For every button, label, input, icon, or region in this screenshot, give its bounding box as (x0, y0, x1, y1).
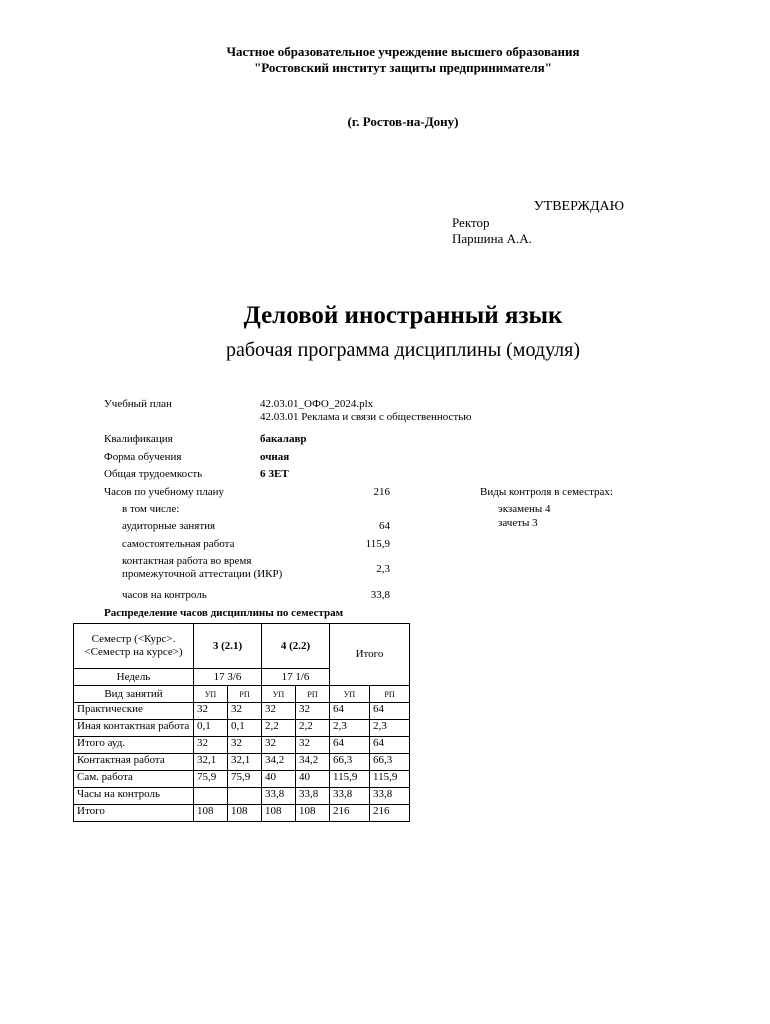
contact-label-1: контактная работа во время (122, 555, 252, 567)
table-row (74, 703, 410, 720)
exams-semesters: экзамены 4 (498, 503, 551, 515)
control-hours-value: 33,8 (370, 589, 390, 601)
discipline-subtitle: рабочая программа дисциплины (модуля) (225, 339, 581, 361)
cell: 40 (262, 771, 296, 788)
kind-label: Вид занятий (74, 686, 194, 703)
approval-name: Паршина А.А. (452, 231, 532, 246)
plan-file: 42.03.01_ОФО_2024.plx (260, 398, 374, 410)
form-value: очная (260, 451, 290, 463)
semester-header: Семестр (<Курс>.<Семестр на курсе>) (74, 624, 194, 669)
cell: 32 (228, 703, 262, 720)
table-row (74, 771, 410, 788)
cell: 75,9 (228, 771, 262, 788)
distribution-title: Распределение часов дисциплины по семестрам (104, 607, 344, 619)
hours-label: Часов по учебному плану (104, 486, 225, 498)
cell: 32 (194, 737, 228, 754)
credits-semesters: зачеты 3 (498, 517, 538, 529)
including-label: в том числе: (122, 503, 180, 515)
col-rp: РП (296, 686, 330, 703)
contact-value: 2,3 (376, 563, 390, 575)
cell: 32,1 (228, 754, 262, 771)
cell: 32 (296, 703, 330, 720)
approval-position: Ректор (452, 215, 490, 230)
cell: 108 (262, 805, 296, 822)
weeks-semester-1: 17 3/6 (194, 669, 262, 686)
cell: 34,2 (296, 754, 330, 771)
weeks-label: Недель (74, 669, 194, 686)
cell: 108 (296, 805, 330, 822)
contact-label-2: промежуточной аттестации (ИКР) (122, 568, 283, 580)
col-up: УП (194, 686, 228, 703)
semester-1-header: 3 (2.1) (194, 624, 262, 669)
institution-city: (г. Ростов-на-Дону) (347, 114, 459, 129)
plan-label: Учебный план (104, 398, 172, 410)
qualification-value: бакалавр (260, 433, 307, 445)
cell: 2,2 (262, 720, 296, 737)
row-label: Сам. работа (74, 771, 194, 788)
table-row (74, 720, 410, 737)
row-label: Часы на контроль (74, 788, 194, 805)
cell: 2,3 (370, 720, 410, 737)
row-label: Иная контактная работа (74, 720, 194, 737)
cell: 64 (330, 703, 370, 720)
cell: 115,9 (330, 771, 370, 788)
discipline-title: Деловой иностранный язык (243, 302, 563, 329)
cell: 32 (228, 737, 262, 754)
cell: 32 (194, 703, 228, 720)
weeks-semester-2: 17 1/6 (262, 669, 330, 686)
cell: 108 (194, 805, 228, 822)
cell: 216 (370, 805, 410, 822)
cell: 32,1 (194, 754, 228, 771)
cell: 2,2 (296, 720, 330, 737)
cell: 0,1 (194, 720, 228, 737)
institution-name: Частное образовательное учреждение высшего образования (226, 44, 580, 59)
cell: 32 (262, 737, 296, 754)
labor-label: Общая трудоемкость (104, 468, 203, 480)
cell: 115,9 (370, 771, 410, 788)
row-label: Практические (74, 703, 194, 720)
col-rp: РП (370, 686, 410, 703)
cell: 108 (228, 805, 262, 822)
cell: 0,1 (228, 720, 262, 737)
table-row (74, 788, 410, 805)
control-hours-label: часов на контроль (122, 589, 207, 601)
institution-name-quoted: "Ростовский институт защиты предпринимателя" (254, 60, 552, 75)
labor-value: 6 ЗЕТ (260, 468, 289, 480)
row-label: Контактная работа (74, 754, 194, 771)
cell: 33,8 (370, 788, 410, 805)
table-row (74, 754, 410, 771)
row-label: Итого (74, 805, 194, 822)
cell: 33,8 (262, 788, 296, 805)
qualification-label: Квалификация (104, 433, 173, 445)
cell: 75,9 (194, 771, 228, 788)
distribution-table (73, 623, 410, 822)
approval-title: УТВЕРЖДАЮ (533, 199, 624, 214)
hours-value: 216 (373, 486, 390, 498)
cell: 66,3 (370, 754, 410, 771)
cell (228, 788, 262, 805)
cell: 34,2 (262, 754, 296, 771)
col-up: УП (262, 686, 296, 703)
self-work-label: самостоятельная работа (122, 538, 235, 550)
auditory-label: аудиторные занятия (122, 520, 216, 532)
form-label: Форма обучения (104, 451, 182, 463)
row-label: Итого ауд. (74, 737, 194, 754)
cell: 40 (296, 771, 330, 788)
auditory-value: 64 (379, 520, 390, 532)
control-types-title: Виды контроля в семестрах: (480, 486, 613, 498)
approval-block (452, 199, 624, 247)
self-work-value: 115,9 (365, 538, 390, 550)
cell: 32 (262, 703, 296, 720)
table-row (74, 737, 410, 754)
cell: 216 (330, 805, 370, 822)
cell: 33,8 (330, 788, 370, 805)
col-up: УП (330, 686, 370, 703)
cell: 2,3 (330, 720, 370, 737)
cell (194, 788, 228, 805)
plan-program: 42.03.01 Реклама и связи с общественностью (260, 411, 472, 423)
cell: 64 (330, 737, 370, 754)
cell: 64 (370, 703, 410, 720)
cell: 64 (370, 737, 410, 754)
col-rp: РП (228, 686, 262, 703)
total-header: Итого (330, 624, 410, 686)
cell: 32 (296, 737, 330, 754)
cell: 66,3 (330, 754, 370, 771)
table-row (74, 805, 410, 822)
semester-2-header: 4 (2.2) (262, 624, 330, 669)
cell: 33,8 (296, 788, 330, 805)
